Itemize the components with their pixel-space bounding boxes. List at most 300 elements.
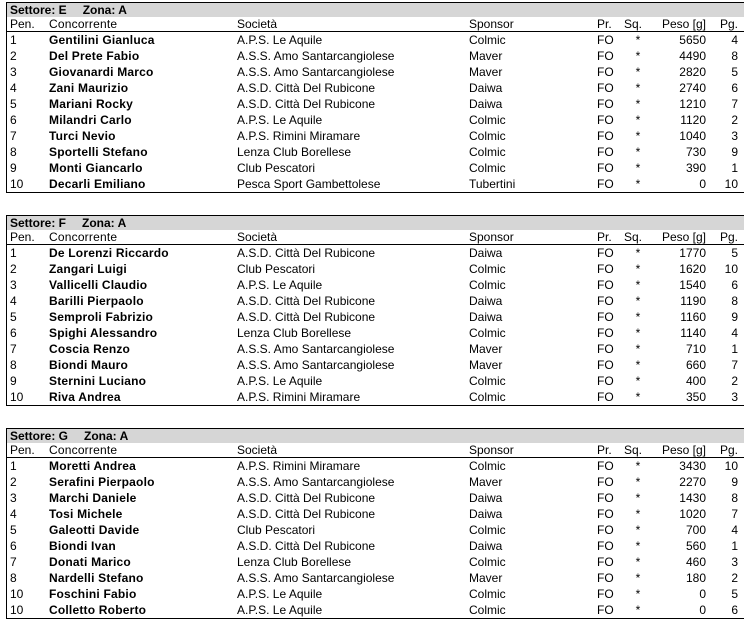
table-row	[7, 554, 744, 570]
cell-pen: 4	[10, 507, 17, 521]
cell-peso: 700	[685, 523, 706, 537]
cell-pen: 1	[10, 33, 17, 47]
column-header-pr: Pr.	[597, 17, 612, 31]
cell-spo: Tubertini	[469, 177, 516, 191]
table-row	[7, 325, 744, 341]
cell-name: Marchi Daniele	[49, 491, 137, 505]
cell-sq: *	[635, 113, 641, 127]
column-header-pen: Pen.	[10, 443, 35, 457]
cell-pg: 4	[731, 523, 738, 537]
cell-soc: A.S.S. Amo Santarcangiolese	[237, 342, 395, 356]
cell-peso: 1620	[679, 262, 706, 276]
cell-peso: 1540	[679, 278, 706, 292]
cell-pen: 7	[10, 129, 17, 143]
column-header-peso: Peso [g]	[661, 17, 706, 31]
cell-spo: Colmic	[469, 113, 506, 127]
cell-pg: 1	[731, 161, 738, 175]
cell-spo: Colmic	[469, 459, 506, 473]
column-header-peso: Peso [g]	[661, 230, 706, 244]
sector-header	[7, 3, 744, 17]
cell-name: Donati Marico	[49, 555, 131, 569]
cell-pg: 2	[731, 571, 738, 585]
cell-pg: 3	[731, 555, 738, 569]
table-row	[7, 261, 744, 277]
cell-name: Serafini Pierpaolo	[49, 475, 155, 489]
cell-pen: 6	[10, 539, 17, 553]
cell-soc: Lenza Club Borellese	[237, 145, 352, 159]
cell-pr: FO	[597, 49, 614, 63]
cell-spo: Daiwa	[469, 97, 503, 111]
cell-pr: FO	[597, 571, 614, 585]
cell-spo: Colmic	[469, 262, 506, 276]
zona-label: Zona: A	[82, 3, 127, 17]
cell-pg: 3	[731, 390, 738, 404]
cell-soc: A.P.S. Le Aquile	[237, 33, 323, 47]
table-row	[7, 32, 744, 48]
table-row	[7, 538, 744, 554]
cell-pr: FO	[597, 491, 614, 505]
cell-name: Zani Maurizio	[49, 81, 129, 95]
column-header-pg: Pg.	[719, 230, 738, 244]
settore-label: Settore: E	[10, 3, 67, 17]
table-row	[7, 245, 744, 261]
cell-soc: A.P.S. Le Aquile	[237, 278, 323, 292]
cell-sq: *	[635, 603, 641, 617]
cell-pen: 2	[10, 475, 17, 489]
cell-sq: *	[635, 310, 641, 324]
cell-pen: 8	[10, 145, 17, 159]
cell-spo: Colmic	[469, 587, 506, 601]
cell-peso: 1120	[680, 113, 706, 127]
cell-soc: A.S.S. Amo Santarcangiolese	[237, 49, 395, 63]
cell-soc: A.P.S. Rimini Miramare	[237, 129, 361, 143]
cell-soc: A.S.D. Città Del Rubicone	[237, 310, 376, 324]
cell-pg: 2	[731, 374, 738, 388]
cell-sq: *	[635, 539, 641, 553]
cell-peso: 1140	[680, 326, 706, 340]
cell-peso: 350	[685, 390, 706, 404]
cell-pr: FO	[597, 145, 614, 159]
cell-pen: 3	[10, 491, 17, 505]
cell-soc: A.S.D. Città Del Rubicone	[237, 539, 376, 553]
cell-peso: 0	[699, 587, 706, 601]
cell-name: Gentilini Gianluca	[49, 33, 155, 47]
table-row	[7, 176, 744, 192]
cell-peso: 1020	[679, 507, 706, 521]
table-row	[7, 293, 744, 309]
cell-peso: 460	[685, 555, 706, 569]
cell-pen: 10	[10, 177, 24, 191]
cell-sq: *	[635, 49, 641, 63]
cell-pr: FO	[597, 294, 614, 308]
cell-spo: Colmic	[469, 145, 506, 159]
cell-pg: 5	[731, 246, 738, 260]
sector-header	[7, 216, 744, 230]
table-row	[7, 373, 744, 389]
table-row	[7, 160, 744, 176]
cell-pg: 3	[731, 129, 738, 143]
cell-pr: FO	[597, 113, 614, 127]
cell-peso: 560	[685, 539, 706, 553]
cell-soc: A.S.D. Città Del Rubicone	[237, 246, 376, 260]
cell-sq: *	[635, 81, 641, 95]
cell-pen: 10	[10, 587, 24, 601]
cell-pen: 10	[10, 603, 24, 617]
cell-pr: FO	[597, 129, 614, 143]
cell-spo: Maver	[469, 571, 503, 585]
cell-pen: 5	[10, 97, 17, 111]
cell-spo: Maver	[469, 49, 503, 63]
cell-pg: 1	[731, 342, 738, 356]
cell-soc: A.S.D. Città Del Rubicone	[237, 294, 376, 308]
cell-name: Galeotti Davide	[49, 523, 140, 537]
table-row	[7, 357, 744, 373]
cell-pg: 10	[724, 177, 738, 191]
cell-peso: 0	[699, 603, 706, 617]
cell-soc: Club Pescatori	[237, 161, 316, 175]
cell-soc: Pesca Sport Gambettolese	[237, 177, 381, 191]
cell-name: Monti Giancarlo	[49, 161, 143, 175]
cell-pr: FO	[597, 358, 614, 372]
cell-pen: 3	[10, 278, 17, 292]
cell-name: Riva Andrea	[49, 390, 121, 404]
cell-pg: 8	[731, 49, 738, 63]
results-document	[6, 2, 744, 641]
cell-sq: *	[635, 294, 641, 308]
cell-soc: A.P.S. Le Aquile	[237, 113, 323, 127]
cell-soc: A.S.S. Amo Santarcangiolese	[237, 358, 395, 372]
cell-pg: 9	[731, 145, 738, 159]
cell-peso: 710	[685, 342, 706, 356]
cell-name: Turci Nevio	[49, 129, 116, 143]
cell-soc: A.S.S. Amo Santarcangiolese	[237, 65, 395, 79]
cell-peso: 2820	[679, 65, 706, 79]
cell-name: Tosi Michele	[49, 507, 123, 521]
cell-peso: 3430	[679, 459, 706, 473]
column-header-sq: Sq.	[624, 17, 643, 31]
settore-label: Settore: G	[10, 429, 69, 443]
cell-spo: Colmic	[469, 555, 506, 569]
cell-pr: FO	[597, 33, 614, 47]
cell-sq: *	[635, 491, 641, 505]
cell-soc: Lenza Club Borellese	[237, 326, 352, 340]
cell-pen: 6	[10, 326, 17, 340]
cell-pg: 10	[724, 262, 738, 276]
column-header-row	[7, 443, 744, 458]
column-header-concorrente: Concorrente	[49, 443, 118, 457]
column-header-concorrente: Concorrente	[49, 230, 118, 244]
cell-pr: FO	[597, 65, 614, 79]
cell-pen: 3	[10, 65, 17, 79]
cell-pg: 7	[731, 97, 738, 111]
cell-name: Foschini Fabio	[49, 587, 137, 601]
cell-peso: 2740	[679, 81, 706, 95]
sector-table	[6, 2, 744, 193]
cell-spo: Daiwa	[469, 310, 503, 324]
cell-pg: 5	[731, 587, 738, 601]
cell-soc: A.P.S. Le Aquile	[237, 587, 323, 601]
cell-pen: 2	[10, 49, 17, 63]
cell-sq: *	[635, 129, 641, 143]
column-header-pr: Pr.	[597, 443, 612, 457]
cell-sq: *	[635, 246, 641, 260]
cell-soc: A.S.S. Amo Santarcangiolese	[237, 475, 395, 489]
cell-name: Moretti Andrea	[49, 459, 137, 473]
cell-pr: FO	[597, 603, 614, 617]
cell-pg: 6	[731, 278, 738, 292]
cell-pg: 8	[731, 491, 738, 505]
cell-name: Spighi Alessandro	[49, 326, 158, 340]
table-row	[7, 522, 744, 538]
cell-peso: 4490	[679, 49, 706, 63]
cell-sq: *	[635, 33, 641, 47]
cell-soc: A.P.S. Le Aquile	[237, 374, 323, 388]
cell-peso: 180	[685, 571, 706, 585]
cell-soc: A.S.D. Città Del Rubicone	[237, 491, 376, 505]
cell-name: Mariani Rocky	[49, 97, 133, 111]
cell-sq: *	[635, 374, 641, 388]
cell-name: Milandri Carlo	[49, 113, 132, 127]
cell-peso: 1160	[680, 310, 706, 324]
cell-sq: *	[635, 475, 641, 489]
cell-name: Giovanardi Marco	[49, 65, 154, 79]
table-row	[7, 474, 744, 490]
table-row	[7, 570, 744, 586]
cell-name: Biondi Mauro	[49, 358, 129, 372]
cell-pg: 5	[731, 65, 738, 79]
table-row	[7, 128, 744, 144]
table-row	[7, 341, 744, 357]
cell-sq: *	[635, 358, 641, 372]
cell-soc: A.P.S. Rimini Miramare	[237, 390, 361, 404]
cell-pr: FO	[597, 342, 614, 356]
cell-peso: 1210	[679, 97, 706, 111]
cell-pr: FO	[597, 374, 614, 388]
cell-sq: *	[635, 278, 641, 292]
cell-peso: 0	[699, 177, 706, 191]
table-row	[7, 144, 744, 160]
column-header-pen: Pen.	[10, 230, 35, 244]
cell-pg: 4	[731, 326, 738, 340]
table-row	[7, 506, 744, 522]
cell-name: Colletto Roberto	[49, 603, 147, 617]
cell-soc: Club Pescatori	[237, 523, 316, 537]
cell-spo: Maver	[469, 65, 503, 79]
cell-sq: *	[635, 390, 641, 404]
cell-pen: 7	[10, 342, 17, 356]
cell-spo: Maver	[469, 342, 503, 356]
cell-sq: *	[635, 523, 641, 537]
cell-spo: Colmic	[469, 129, 506, 143]
cell-peso: 5650	[679, 33, 706, 47]
cell-pg: 6	[731, 603, 738, 617]
sector-table	[6, 428, 744, 619]
column-header-sponsor: Sponsor	[469, 17, 514, 31]
cell-pr: FO	[597, 262, 614, 276]
cell-sq: *	[635, 342, 641, 356]
table-row	[7, 586, 744, 602]
cell-spo: Colmic	[469, 523, 506, 537]
cell-name: Vallicelli Claudio	[49, 278, 148, 292]
cell-soc: A.P.S. Rimini Miramare	[237, 459, 361, 473]
cell-name: Semproli Fabrizio	[49, 310, 154, 324]
settore-label: Settore: F	[10, 216, 67, 230]
cell-peso: 1770	[679, 246, 706, 260]
cell-spo: Daiwa	[469, 491, 503, 505]
cell-name: Nardelli Stefano	[49, 571, 144, 585]
cell-spo: Daiwa	[469, 539, 503, 553]
column-header-pen: Pen.	[10, 17, 35, 31]
cell-pg: 6	[731, 81, 738, 95]
cell-sq: *	[635, 326, 641, 340]
cell-spo: Daiwa	[469, 81, 503, 95]
cell-sq: *	[635, 65, 641, 79]
cell-name: De Lorenzi Riccardo	[49, 246, 169, 260]
cell-pen: 1	[10, 459, 17, 473]
cell-spo: Daiwa	[469, 507, 503, 521]
cell-soc: A.S.S. Amo Santarcangiolese	[237, 571, 395, 585]
cell-pg: 4	[731, 33, 738, 47]
cell-pr: FO	[597, 523, 614, 537]
cell-pg: 8	[731, 294, 738, 308]
cell-pen: 10	[10, 390, 24, 404]
column-header-sponsor: Sponsor	[469, 230, 514, 244]
cell-pen: 4	[10, 81, 17, 95]
cell-pg: 7	[731, 507, 738, 521]
cell-pr: FO	[597, 97, 614, 111]
cell-pr: FO	[597, 81, 614, 95]
column-header-societa: Società	[237, 230, 278, 244]
cell-peso: 400	[685, 374, 706, 388]
cell-spo: Colmic	[469, 603, 506, 617]
cell-soc: A.S.D. Città Del Rubicone	[237, 97, 376, 111]
cell-pr: FO	[597, 177, 614, 191]
cell-peso: 1040	[679, 129, 706, 143]
cell-name: Decarli Emiliano	[49, 177, 146, 191]
cell-soc: Lenza Club Borellese	[237, 555, 352, 569]
cell-peso: 730	[685, 145, 706, 159]
cell-name: Sternini Luciano	[49, 374, 147, 388]
table-row	[7, 112, 744, 128]
table-row	[7, 277, 744, 293]
cell-sq: *	[635, 145, 641, 159]
column-header-row	[7, 17, 744, 32]
cell-name: Coscia Renzo	[49, 342, 131, 356]
zona-label: Zona: A	[84, 429, 129, 443]
cell-soc: A.P.S. Le Aquile	[237, 603, 323, 617]
cell-pen: 9	[10, 374, 17, 388]
column-header-societa: Società	[237, 443, 278, 457]
cell-spo: Colmic	[469, 326, 506, 340]
cell-pen: 7	[10, 555, 17, 569]
table-row	[7, 490, 744, 506]
cell-soc: A.S.D. Città Del Rubicone	[237, 81, 376, 95]
cell-spo: Colmic	[469, 161, 506, 175]
column-header-concorrente: Concorrente	[49, 17, 118, 31]
cell-spo: Maver	[469, 475, 503, 489]
cell-pr: FO	[597, 539, 614, 553]
cell-peso: 390	[685, 161, 706, 175]
cell-spo: Maver	[469, 358, 503, 372]
cell-spo: Colmic	[469, 33, 506, 47]
cell-spo: Colmic	[469, 278, 506, 292]
cell-spo: Daiwa	[469, 294, 503, 308]
cell-name: Biondi Ivan	[49, 539, 116, 553]
table-row	[7, 309, 744, 325]
cell-sq: *	[635, 459, 641, 473]
cell-name: Del Prete Fabio	[49, 49, 140, 63]
cell-sq: *	[635, 161, 641, 175]
cell-sq: *	[635, 555, 641, 569]
cell-pr: FO	[597, 555, 614, 569]
cell-spo: Colmic	[469, 374, 506, 388]
cell-pr: FO	[597, 390, 614, 404]
cell-sq: *	[635, 177, 641, 191]
table-row	[7, 48, 744, 64]
zona-label: Zona: A	[82, 216, 127, 230]
column-header-sq: Sq.	[624, 230, 643, 244]
cell-pr: FO	[597, 310, 614, 324]
cell-peso: 1430	[679, 491, 706, 505]
cell-sq: *	[635, 587, 641, 601]
table-row	[7, 64, 744, 80]
cell-pr: FO	[597, 459, 614, 473]
column-header-row	[7, 230, 744, 245]
cell-pen: 4	[10, 294, 17, 308]
cell-pg: 10	[724, 459, 738, 473]
column-header-pg: Pg.	[719, 17, 738, 31]
cell-peso: 660	[685, 358, 706, 372]
cell-sq: *	[635, 507, 641, 521]
column-header-sq: Sq.	[624, 443, 643, 457]
cell-pg: 2	[731, 113, 738, 127]
table-row	[7, 80, 744, 96]
column-header-societa: Società	[237, 17, 278, 31]
column-header-pg: Pg.	[719, 443, 738, 457]
cell-sq: *	[635, 97, 641, 111]
cell-pg: 7	[731, 358, 738, 372]
sector-header	[7, 429, 744, 443]
cell-peso: 1190	[680, 294, 706, 308]
cell-pen: 5	[10, 310, 17, 324]
column-header-peso: Peso [g]	[661, 443, 706, 457]
cell-pr: FO	[597, 507, 614, 521]
sector-table	[6, 215, 744, 406]
cell-pr: FO	[597, 278, 614, 292]
cell-name: Sportelli Stefano	[49, 145, 148, 159]
cell-pen: 2	[10, 262, 17, 276]
cell-name: Zangari Luigi	[49, 262, 127, 276]
cell-pr: FO	[597, 475, 614, 489]
cell-pg: 9	[731, 310, 738, 324]
cell-pr: FO	[597, 587, 614, 601]
table-row	[7, 602, 744, 618]
table-row	[7, 458, 744, 474]
cell-pr: FO	[597, 326, 614, 340]
cell-name: Barilli Pierpaolo	[49, 294, 144, 308]
cell-pg: 1	[731, 539, 738, 553]
cell-pen: 6	[10, 113, 17, 127]
cell-spo: Daiwa	[469, 246, 503, 260]
cell-pen: 9	[10, 161, 17, 175]
cell-pr: FO	[597, 161, 614, 175]
column-header-pr: Pr.	[597, 230, 612, 244]
cell-pr: FO	[597, 246, 614, 260]
cell-peso: 2270	[679, 475, 706, 489]
column-header-sponsor: Sponsor	[469, 443, 514, 457]
table-row	[7, 96, 744, 112]
cell-sq: *	[635, 262, 641, 276]
